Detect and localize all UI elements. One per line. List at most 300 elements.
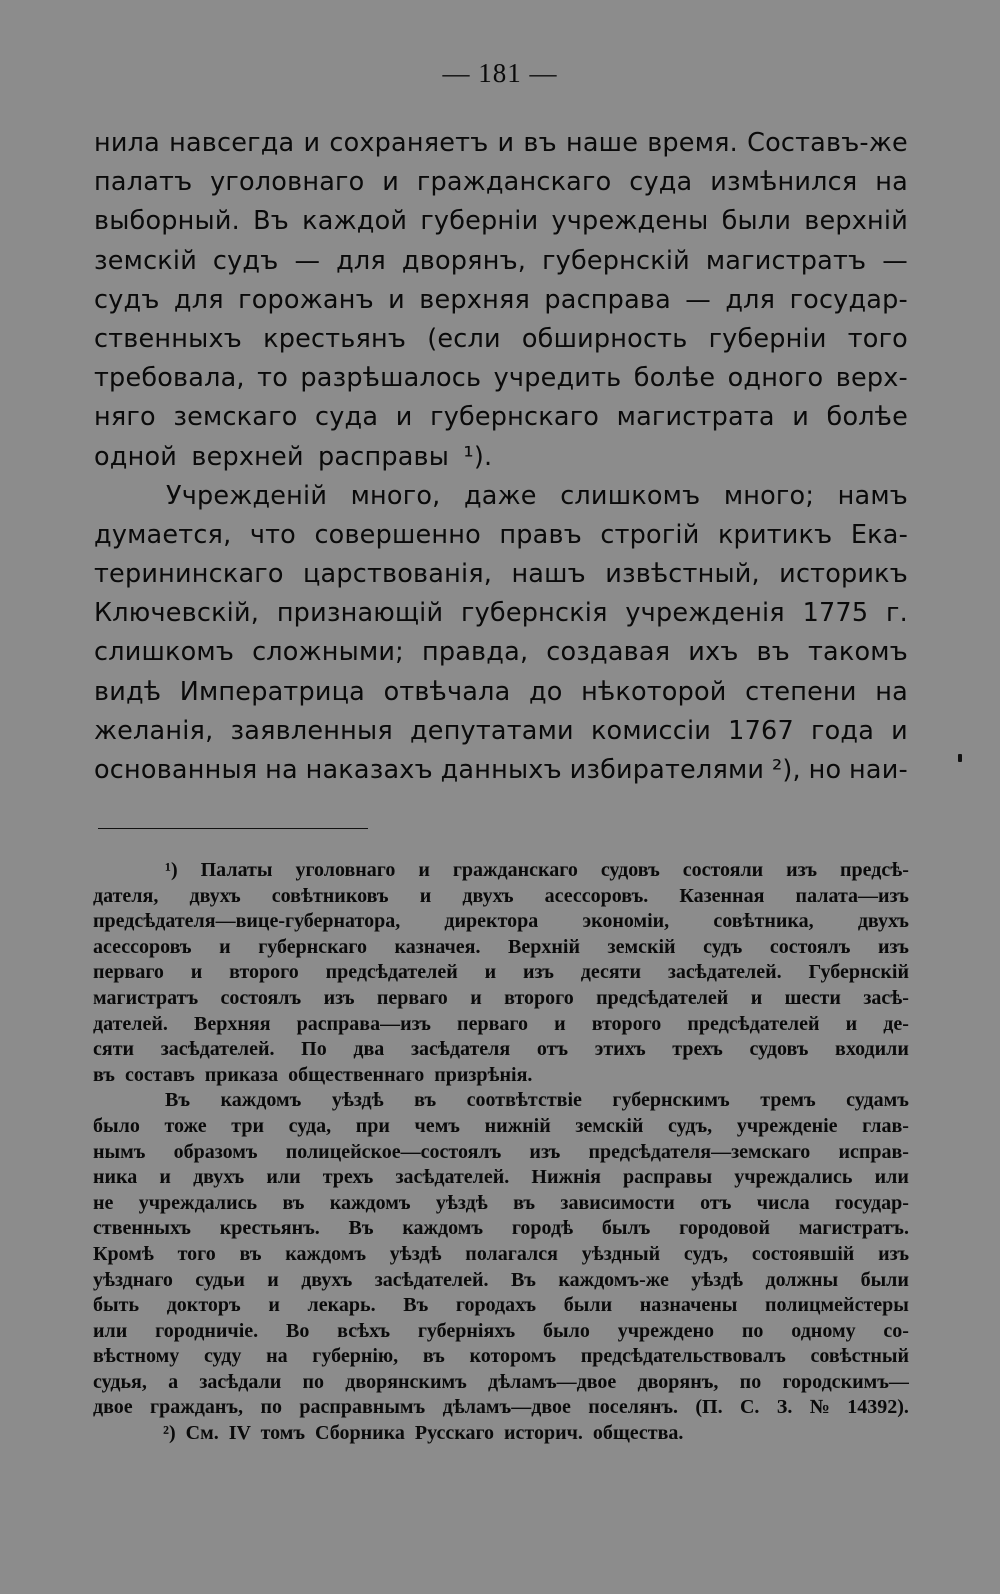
- main-word: года: [810, 715, 875, 746]
- footnote-word: суда,: [288, 1114, 332, 1137]
- footnote-word: судъ,: [668, 1114, 713, 1137]
- footnote-word: расправа—изъ: [296, 1012, 431, 1035]
- main-word: няго: [94, 402, 156, 433]
- footnote-word: каждомъ: [220, 1089, 302, 1112]
- main-word: для: [336, 245, 386, 276]
- footnote-word: асессоровъ: [93, 935, 192, 958]
- footnote-word: дателя,: [93, 884, 159, 907]
- footnote-word: Казенная: [679, 884, 765, 907]
- main-word: Учрежденій: [166, 480, 328, 511]
- footnote-word: каждомъ-же: [558, 1268, 669, 1291]
- main-word: правда,: [421, 637, 529, 668]
- footnote-word: должны: [765, 1268, 839, 1291]
- main-word: уголовнаго: [210, 167, 365, 198]
- footnote-word: по: [260, 1396, 282, 1419]
- main-word: царствованія,: [302, 559, 493, 590]
- footnote-line: [93, 960, 909, 986]
- footnote-word: чемъ: [414, 1114, 460, 1137]
- footnote-line: [93, 1319, 909, 1345]
- main-word: ихъ: [688, 637, 739, 668]
- footnote-line: [93, 1063, 909, 1089]
- main-line: [94, 477, 908, 516]
- footnote-word: или: [266, 1166, 301, 1189]
- main-word: дворянъ,: [401, 245, 527, 276]
- footnote-word: асессоровъ.: [544, 884, 649, 907]
- footnote-word: засѣдателя: [410, 1038, 511, 1061]
- main-word: ²),: [771, 755, 801, 785]
- footnote-word: Въ: [510, 1268, 536, 1291]
- footnote-line: [93, 909, 909, 935]
- footnote-line: [93, 935, 909, 961]
- footnote-word: перваго: [457, 1012, 528, 1035]
- footnote-line: [93, 884, 909, 910]
- main-word: суда: [629, 167, 693, 198]
- main-word: выборный.: [94, 206, 240, 237]
- main-word: основанныя: [94, 755, 258, 785]
- footnote-word: а: [168, 1370, 179, 1393]
- footnote-word: З.: [776, 1396, 793, 1419]
- footnote-word: состоялъ: [220, 986, 302, 1009]
- footnote-word: каждомъ: [329, 1191, 411, 1214]
- footnote-word: двухъ: [462, 884, 514, 907]
- footnote-word: при: [355, 1114, 390, 1137]
- footnote-word: изъ: [522, 961, 554, 984]
- main-word: даже: [463, 480, 537, 511]
- main-word: извѣстный,: [605, 559, 760, 590]
- main-word: видѣ: [94, 676, 162, 707]
- main-word: нила: [94, 128, 160, 158]
- footnote-word: глав-: [862, 1114, 909, 1137]
- footnote-word: и: [419, 884, 432, 907]
- main-word: (если: [427, 323, 501, 354]
- footnote-word: директора: [444, 910, 539, 933]
- main-word: учредить: [493, 363, 622, 394]
- main-word: наи-: [849, 755, 908, 785]
- footnote-word: уѣздный: [581, 1242, 661, 1265]
- footnote-word: городовой: [679, 1217, 771, 1240]
- footnote-word: отъ: [700, 1191, 732, 1214]
- main-word: измѣнился: [710, 167, 858, 198]
- footnote-line-text: ²) См. IV томъ Сборника Русскаго историч. общества.: [163, 1422, 684, 1445]
- footnote-word: десяти: [580, 961, 641, 984]
- footnote-word: судья,: [93, 1370, 147, 1393]
- main-line: [94, 633, 908, 672]
- footnote-word: Въ: [165, 1089, 190, 1112]
- main-word: губерніи: [708, 323, 827, 354]
- footnote-word: второго: [504, 986, 574, 1009]
- footnote-word: и: [418, 859, 430, 881]
- main-line: [94, 398, 908, 437]
- main-word: время.: [647, 128, 738, 158]
- footnote-word: нымъ: [93, 1140, 146, 1163]
- footnote-word: губернію,: [312, 1345, 399, 1368]
- footnote-word: судъ,: [683, 1242, 729, 1265]
- footnote-line: [93, 1370, 909, 1396]
- main-word: много,: [350, 480, 441, 511]
- footnote-word: Во: [285, 1319, 310, 1342]
- footnote-line: [93, 1114, 909, 1140]
- main-word: губерніи: [420, 206, 539, 237]
- footnote-word: казначея.: [394, 935, 481, 958]
- footnote-word: Палаты: [200, 859, 273, 881]
- main-word: 1775: [802, 598, 869, 629]
- main-word: отвѣчала: [383, 676, 511, 707]
- footnote-word: и: [159, 1166, 171, 1189]
- footnote-word: состоялъ: [769, 935, 851, 958]
- footnote-word: было: [543, 1319, 590, 1342]
- footnote-word: судовъ: [749, 1038, 809, 1061]
- footnote-line: [93, 1037, 909, 1063]
- footnote-word: двое: [93, 1396, 133, 1419]
- main-word: и: [891, 715, 908, 746]
- main-word: совершенно: [314, 519, 481, 550]
- main-word: для: [725, 284, 776, 315]
- footnote-line: [93, 1140, 909, 1166]
- footnote-word: засѣ-: [863, 986, 909, 1009]
- main-word: и: [388, 284, 405, 315]
- footnote-word: по: [741, 1319, 764, 1342]
- main-word: судъ: [94, 284, 160, 315]
- footnote-word: предсѣдателя—земскаго: [588, 1140, 811, 1163]
- main-word: и: [382, 167, 400, 198]
- footnote-word: гражданскаго: [452, 859, 578, 881]
- main-word: избирателями: [569, 755, 765, 785]
- footnote-word: соотвѣтствіе: [466, 1089, 582, 1112]
- footnote-word: одному: [791, 1319, 856, 1342]
- footnote-separator: [98, 828, 368, 829]
- main-word: —: [685, 284, 711, 315]
- main-word: губернскаго: [430, 402, 600, 433]
- footnote-word: или: [93, 1319, 128, 1342]
- footnote-line: [93, 1395, 909, 1421]
- footnote-line: [93, 1268, 909, 1294]
- footnote-word: и: [750, 986, 763, 1009]
- footnote-word: предсѣдателя—вице-губернатора,: [93, 910, 401, 933]
- footnote-word: палата—изъ: [795, 884, 909, 907]
- footnote-word: Нижнія: [531, 1166, 601, 1189]
- main-word: то: [257, 363, 289, 394]
- main-line: [94, 163, 908, 202]
- footnote-word: расправы: [623, 1166, 713, 1189]
- main-word: обширность: [521, 323, 688, 354]
- footnote-word: засѣдателей.: [374, 1268, 489, 1291]
- footnote-word: вѣстному: [93, 1345, 180, 1368]
- footnote-word: засѣдателей.: [160, 1038, 275, 1061]
- footnotes: [93, 858, 909, 1447]
- footnote-line-text: въ составъ приказа общественнаго призрѣнія.: [93, 1063, 533, 1086]
- footnote-word: совѣтника,: [713, 910, 814, 933]
- footnote-word: изъ: [878, 935, 909, 958]
- footnote-word: судовъ: [600, 859, 660, 881]
- footnote-word: судьи: [195, 1268, 245, 1291]
- footnote-word: быть: [93, 1294, 140, 1317]
- footnote-line: [93, 1088, 909, 1114]
- footnote-word: учрежденіе: [736, 1114, 838, 1137]
- footnote-word: исправ-: [838, 1140, 909, 1163]
- footnote-word: лекарь.: [307, 1294, 376, 1317]
- footnote-word: совѣтниковъ: [271, 884, 389, 907]
- footnote-word: того: [177, 1242, 216, 1265]
- footnote-word: С.: [739, 1396, 760, 1419]
- main-word: на: [875, 676, 908, 707]
- main-word: сохраняетъ: [329, 128, 489, 158]
- footnote-line: [93, 1293, 909, 1319]
- footnote-word: предсѣдателей: [596, 986, 729, 1009]
- footnote-line: [93, 1421, 909, 1447]
- main-word: степени: [745, 676, 857, 707]
- footnote-word: Въ: [403, 1294, 429, 1317]
- footnote-line: [93, 1165, 909, 1191]
- footnote-word: двухъ: [301, 1268, 353, 1291]
- main-line: [94, 124, 908, 163]
- footnote-word: расправнымъ: [299, 1396, 426, 1419]
- main-line-text: одной верхней расправы ¹).: [94, 441, 493, 472]
- main-line: [94, 673, 908, 712]
- footnote-word: со-: [883, 1319, 909, 1342]
- main-word: въ: [756, 637, 790, 668]
- footnote-word: второго: [229, 961, 299, 984]
- footnote-word: крестьянъ.: [219, 1217, 320, 1240]
- main-word: болѣе: [826, 402, 908, 433]
- main-word: много;: [723, 480, 815, 511]
- main-word: Ключевскій,: [94, 598, 260, 629]
- footnote-word: и: [470, 986, 482, 1009]
- main-line: [94, 712, 908, 751]
- footnote-word: губерніяхъ: [417, 1319, 516, 1342]
- footnote-word: магистратъ.: [798, 1217, 909, 1240]
- footnote-word: уѣздѣ: [435, 1191, 488, 1214]
- footnote-word: государ-: [835, 1191, 909, 1214]
- footnote-word: ¹): [165, 859, 178, 881]
- footnote-word: въ: [239, 1242, 262, 1265]
- main-line: [94, 359, 908, 398]
- main-word: такомъ: [807, 637, 908, 668]
- footnote-word: дворянъ,: [637, 1370, 719, 1393]
- footnote-line: [93, 858, 909, 884]
- footnote-line: [93, 1191, 909, 1217]
- main-word: и: [497, 128, 515, 158]
- footnote-word: отъ: [536, 1038, 569, 1061]
- main-word: разрѣшалось: [300, 363, 482, 394]
- footnote-word: суду: [203, 1345, 242, 1368]
- footnote-word: перваго: [376, 986, 448, 1009]
- footnote-word: (П.: [695, 1396, 723, 1419]
- footnote-line: [93, 986, 909, 1012]
- footnote-word: всѣхъ: [337, 1319, 390, 1342]
- main-word: строгій: [600, 519, 700, 550]
- main-word: правъ: [499, 519, 582, 550]
- main-line: [94, 320, 908, 359]
- footnote-word: полицейское—состоялъ: [285, 1140, 502, 1163]
- main-word: магистрата: [616, 402, 775, 433]
- footnote-word: №: [809, 1396, 830, 1419]
- main-word: на: [875, 167, 908, 198]
- footnote-word: Губернскій: [808, 961, 909, 984]
- footnote-word: По: [301, 1038, 327, 1061]
- footnote-word: учреждено: [617, 1319, 715, 1342]
- main-word: суда: [315, 402, 379, 433]
- footnote-word: дѣламъ—двое: [442, 1396, 571, 1419]
- footnote-word: уѣзднаго: [93, 1268, 173, 1291]
- footnote-word: земскій: [607, 935, 676, 958]
- footnote-word: ника: [93, 1166, 138, 1189]
- footnote-word: засѣдателей.: [395, 1166, 510, 1189]
- footnote-word: и: [554, 1012, 566, 1035]
- page-number: — 181 —: [442, 58, 558, 88]
- footnote-word: перваго: [93, 961, 164, 984]
- main-word: —: [294, 245, 321, 276]
- footnote-word: этихъ: [594, 1038, 646, 1061]
- footnote-word: докторъ: [166, 1294, 241, 1317]
- footnote-word: и: [219, 935, 231, 958]
- main-word: комиссіи: [590, 715, 712, 746]
- footnote-word: нижній: [484, 1114, 551, 1137]
- footnote-word: тремъ: [760, 1089, 816, 1112]
- footnote-word: въ: [422, 1345, 445, 1368]
- main-word: наше: [565, 128, 639, 158]
- footnote-word: двухъ: [857, 910, 909, 933]
- footnote-word: городѣ: [511, 1217, 574, 1240]
- main-word: желанія,: [94, 715, 214, 746]
- footnote-word: городскимъ—: [782, 1370, 909, 1393]
- footnote-word: гражданъ,: [150, 1396, 244, 1419]
- main-word: гражданскаго: [416, 167, 612, 198]
- main-word: учрежденія: [625, 598, 785, 629]
- main-word: наказахъ: [305, 755, 433, 785]
- footnote-word: шести: [784, 986, 841, 1009]
- main-word: Составъ-же: [747, 128, 908, 158]
- footnote-word: были: [563, 1294, 613, 1317]
- main-word: губернскія: [461, 598, 608, 629]
- main-word: того: [847, 323, 908, 354]
- footnote-line: [93, 1216, 909, 1242]
- footnote-word: засѣдателей.: [667, 961, 782, 984]
- main-text: [94, 124, 908, 790]
- footnote-word: въ: [513, 1191, 536, 1214]
- main-word: верхняя: [419, 284, 531, 315]
- main-line: [94, 555, 908, 594]
- main-word: и: [303, 128, 321, 158]
- main-line: [94, 242, 908, 281]
- footnote-word: дателей.: [93, 1012, 168, 1035]
- footnote-word: уѣздѣ: [389, 1242, 442, 1265]
- main-word: признающій: [276, 598, 444, 629]
- footnote-line: [93, 1242, 909, 1268]
- main-word: критикъ: [717, 519, 833, 550]
- footnote-word: былъ: [601, 1217, 651, 1240]
- footnote-word: двухъ: [193, 1166, 245, 1189]
- footnote-word: учреждались: [138, 1191, 258, 1214]
- main-word: для: [173, 284, 224, 315]
- footnote-word: предсѣдательствовалъ: [580, 1345, 786, 1368]
- main-line: [94, 438, 908, 477]
- footnote-word: учреждались: [734, 1166, 853, 1189]
- footnote-word: дворянскимъ: [345, 1370, 467, 1393]
- main-word: слишкомъ: [94, 637, 235, 668]
- main-word: данныхъ: [440, 755, 562, 785]
- main-word: земскаго: [173, 402, 298, 433]
- footnote-word: и: [484, 961, 497, 984]
- footnote-word: дѣламъ—двое: [488, 1370, 617, 1393]
- footnote-word: по: [302, 1370, 325, 1393]
- footnote-word: Кромѣ: [93, 1242, 154, 1265]
- footnote-word: въ: [282, 1191, 305, 1214]
- footnote-word: и: [268, 1294, 280, 1317]
- main-word: горожанъ: [238, 284, 374, 315]
- main-word: до: [528, 676, 563, 707]
- main-word: магистратъ: [705, 245, 867, 276]
- main-word: ственныхъ: [94, 323, 242, 354]
- main-word: навсегда: [169, 128, 295, 158]
- main-word: требовала,: [94, 363, 245, 394]
- main-word: намъ: [837, 480, 908, 511]
- footnote-word: земскій: [575, 1114, 644, 1137]
- main-word: заявленныя: [230, 715, 393, 746]
- main-line: [94, 751, 908, 790]
- footnote-word: назначены: [639, 1294, 738, 1317]
- main-word: сложными;: [252, 637, 404, 668]
- footnote-word: ственныхъ: [93, 1217, 191, 1240]
- footnote-word: и: [267, 1268, 279, 1291]
- footnote-word: изъ: [878, 1242, 909, 1265]
- footnote-word: предсѣ-: [840, 859, 909, 881]
- footnote-word: которомъ: [469, 1345, 557, 1368]
- footnote-word: трехъ: [322, 1166, 374, 1189]
- footnote-word: двухъ: [189, 884, 241, 907]
- main-word: но: [808, 755, 842, 785]
- main-word: нашъ: [511, 559, 586, 590]
- main-word: каждой: [302, 206, 408, 237]
- footnote-word: два: [353, 1038, 385, 1061]
- main-word: 1767: [728, 715, 794, 746]
- main-word: что: [249, 519, 296, 550]
- main-word: и: [395, 402, 413, 433]
- main-word: верхній: [804, 206, 908, 237]
- footnote-word: каждомъ: [285, 1242, 366, 1265]
- footnote-word: совѣстный: [810, 1345, 909, 1368]
- footnote-word: поселянъ.: [588, 1396, 678, 1419]
- footnote-word: и: [190, 961, 203, 984]
- footnote-word: три: [231, 1114, 264, 1137]
- footnote-word: состоявшій: [751, 1242, 855, 1265]
- footnote-word: Верхняя: [194, 1012, 271, 1035]
- footnote-word: губернскаго: [258, 935, 367, 958]
- main-word: Императрица: [179, 676, 366, 707]
- footnote-word: трехъ: [672, 1038, 723, 1061]
- footnote-word: каждомъ: [402, 1217, 484, 1240]
- footnote-word: городничіе.: [155, 1319, 259, 1342]
- main-word: Въ: [253, 206, 290, 237]
- main-word: слишкомъ: [560, 480, 701, 511]
- main-word: г.: [886, 598, 908, 629]
- footnote-word: образомъ: [173, 1140, 258, 1163]
- footnote-word: въ: [414, 1089, 437, 1112]
- footnote-word: и: [845, 1012, 858, 1035]
- main-line: [94, 202, 908, 241]
- main-word: губернскій: [542, 245, 690, 276]
- main-word: расправа: [544, 284, 671, 315]
- footnote-word: де-: [883, 1012, 909, 1035]
- main-word: крестьянъ: [263, 323, 407, 354]
- main-word: создавая: [546, 637, 671, 668]
- footnote-word: судъ: [703, 935, 743, 958]
- footnote-word: не: [93, 1191, 114, 1214]
- margin-mark: [958, 754, 962, 762]
- footnote-word: изъ: [323, 986, 355, 1009]
- footnote-word: по: [739, 1370, 762, 1393]
- footnote-word: изъ: [786, 859, 818, 881]
- main-word: государ-: [789, 284, 908, 315]
